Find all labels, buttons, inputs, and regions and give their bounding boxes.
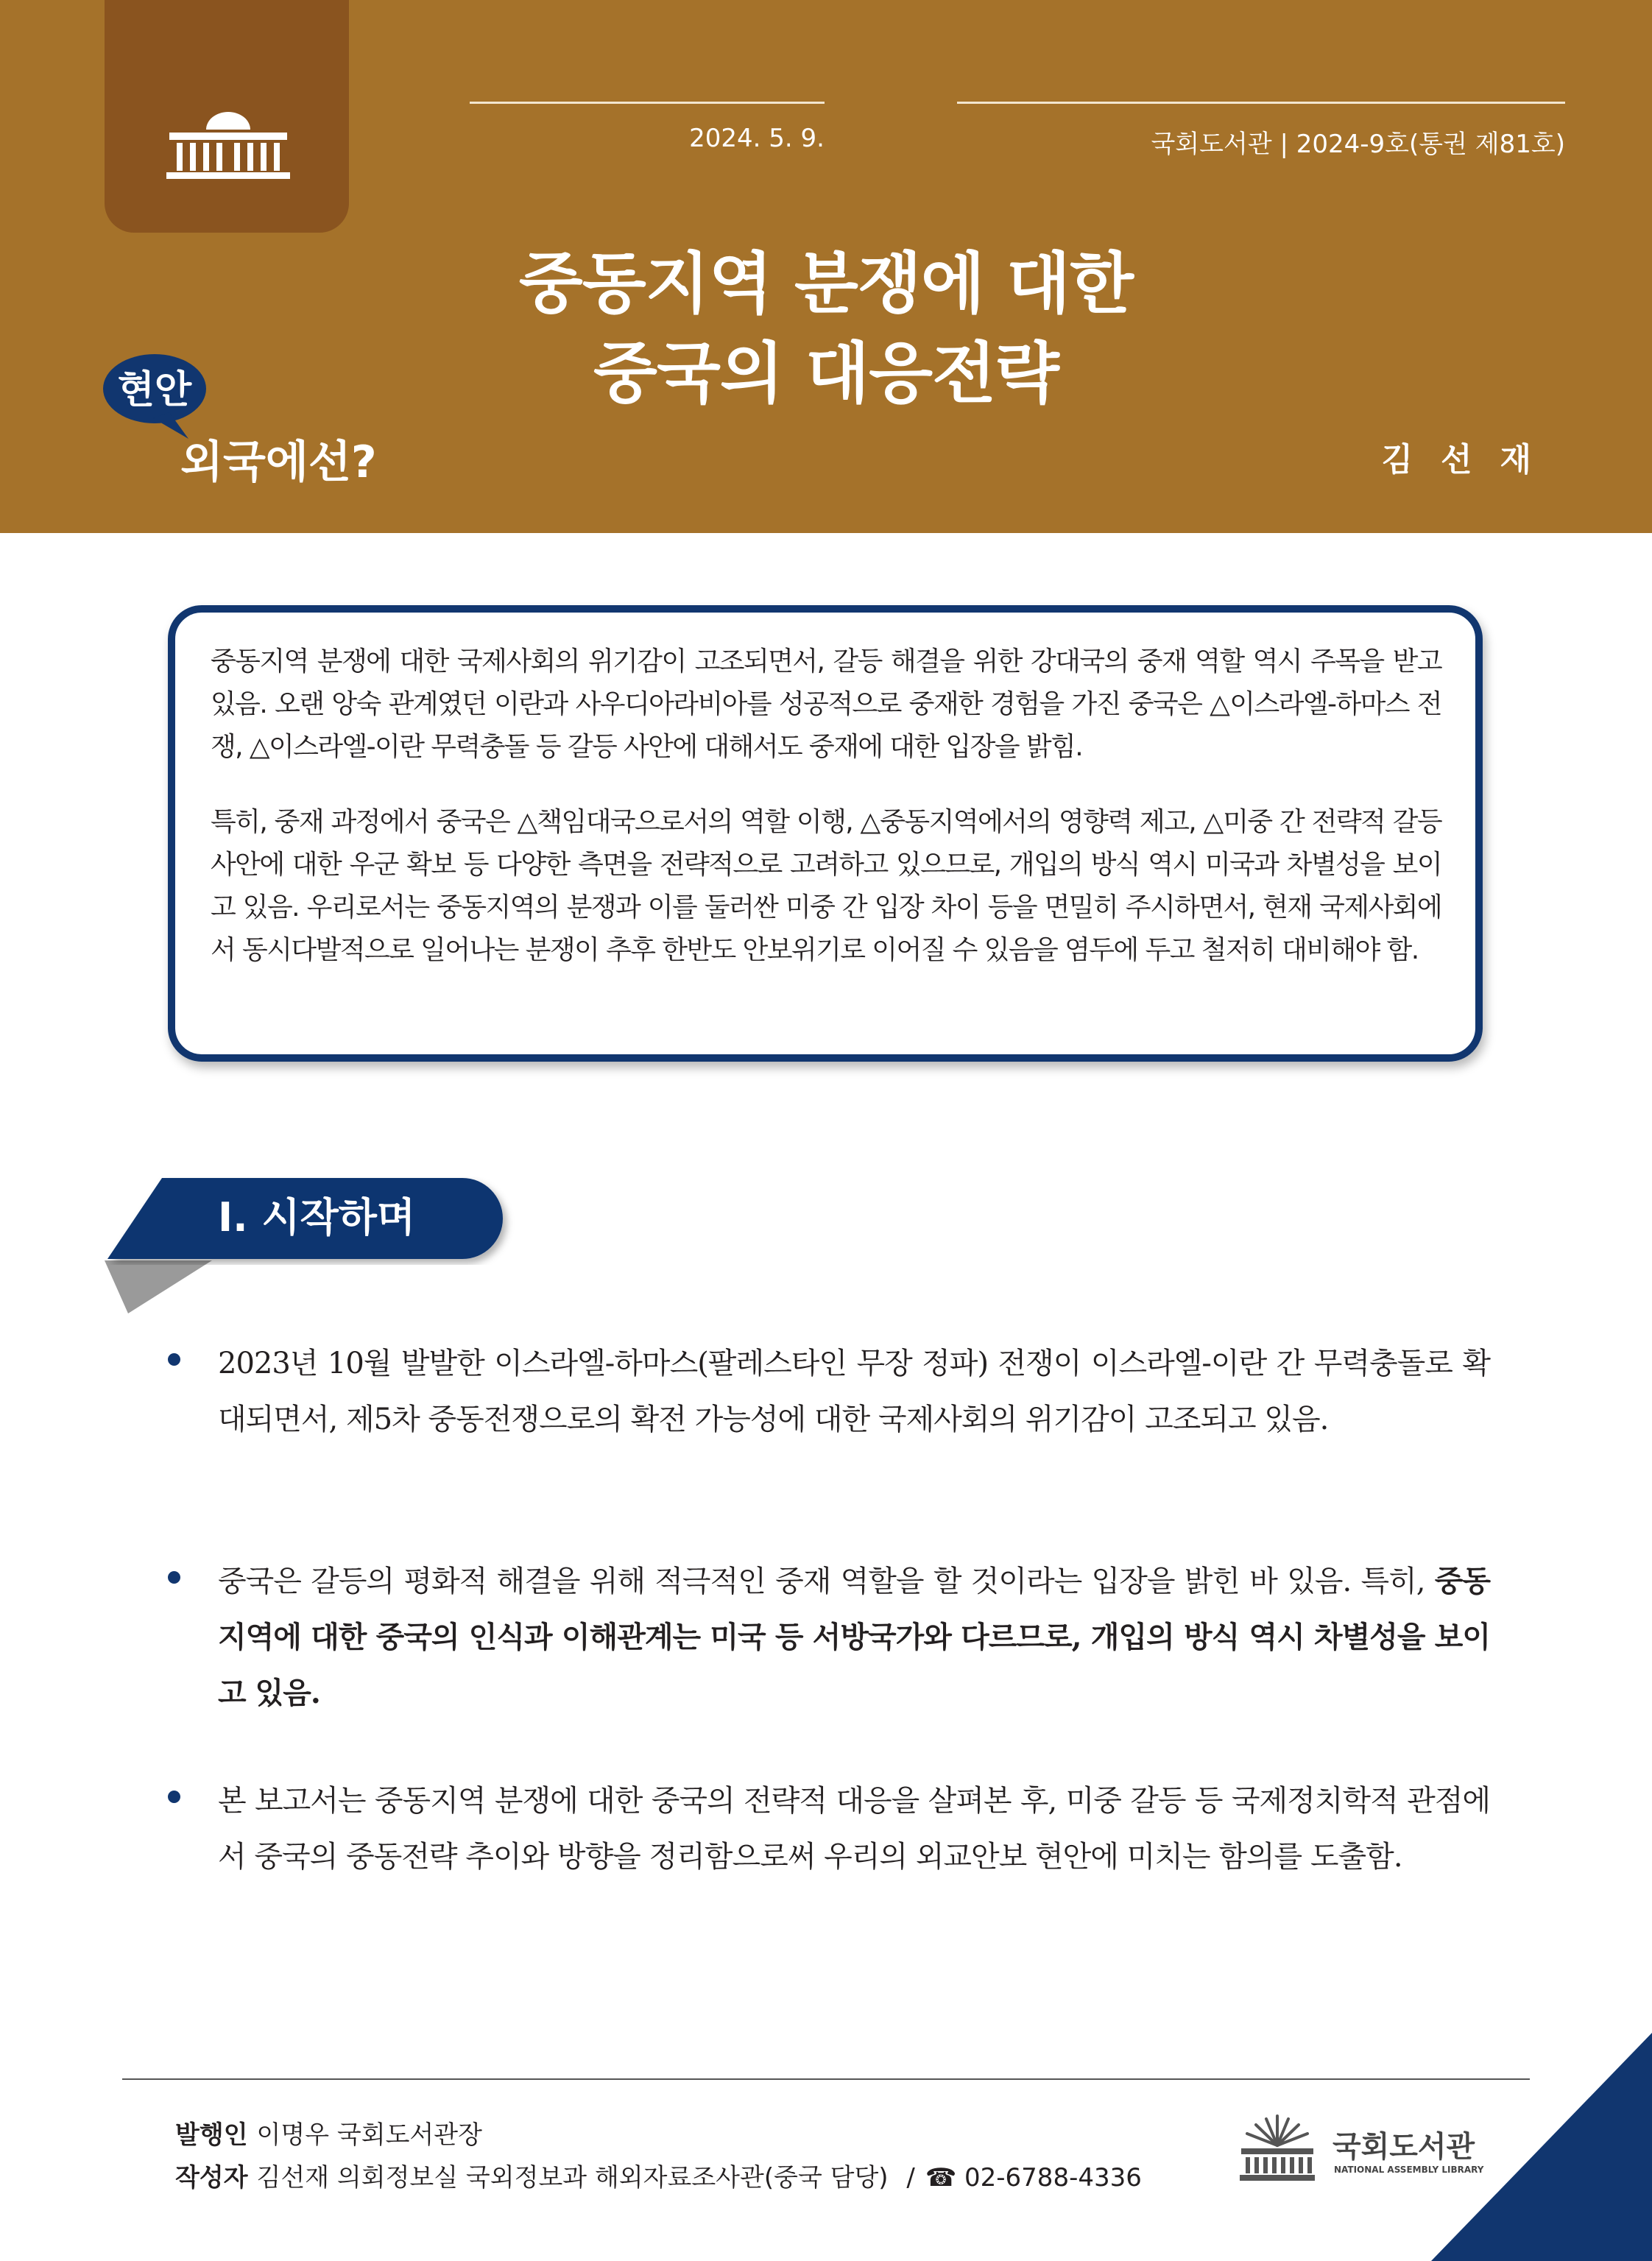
- title-line-2: 중국의 대응전략: [593, 335, 1059, 412]
- separator: /: [906, 2163, 915, 2193]
- bullet-text-3: 본 보고서는 중동지역 분쟁에 대한 중국의 전략적 대응을 살펴본 후, 미중 갈등 등 국제정치학적 관점에서 중국의 중동전략 추이와 방향을 정리함으로써 우리의 외교안보 현안에 미치는 함의를 도출함.: [218, 1784, 1490, 1874]
- library-logo-korean: 국회도서관: [1332, 2130, 1475, 2164]
- list-item: [168, 1773, 1490, 1885]
- issue-number: 국회도서관 | 2024-9호(통권 제81호): [1151, 130, 1565, 159]
- publication-date: 2024. 5. 9.: [689, 124, 825, 153]
- writer-line: [175, 2157, 1142, 2193]
- writer-label: 작성자: [175, 2163, 248, 2193]
- summary-paragraph-2: 특히, 중재 과정에서 중국은 △책임대국으로서의 역할 이행, △중동지역에서의 영향력 제고, △미중 간 전략적 갈등 사안에 대한 우군 확보 등 다양한 측면을 전략적으로 고려하고 있으므로, 개입의 방식 역시 미국과 차별성을 보이고 있음. 우리로서는 중동지역의 분쟁과 이를 둘러싼 미중 간 입장 차이 등을 면밀히 주시하면서, 현재 국제사회에서 동시다발적으로 일어나는 분쟁이 추후 한반도 안보위기로 이어질 수 있음을 염두에 두고 철저히 대비해야 함.: [211, 807, 1441, 965]
- section-title: Ⅰ. 시작하며: [218, 1194, 416, 1241]
- bullet-text-1: 2023년 10월 발발한 이스라엘-하마스(팔레스타인 무장 정파) 전쟁이 이스라엘-이란 간 무력충돌로 확대되면서, 제5차 중동전쟁으로의 확전 가능성에 대한 국제사회의 위기감이 고조되고 있음.: [218, 1347, 1490, 1436]
- list-item: [168, 1336, 1490, 1447]
- summary-box: [168, 605, 1483, 1062]
- phone-icon: ☎: [925, 2163, 957, 2193]
- bullet-text-2-plain: 중국은 갈등의 평화적 해결을 위해 적극적인 중재 역할을 할 것이라는 입장을 밝힌 바 있음. 특히,: [218, 1565, 1435, 1598]
- header-rule-left: [470, 102, 825, 104]
- title-line-1: 중동지역 분쟁에 대한: [518, 245, 1134, 322]
- bullet-dot-icon: [168, 1571, 180, 1584]
- footer-divider: [122, 2078, 1530, 2080]
- writer-name: 김선재 의회정보실 국외정보과 해외자료조사관(중국 담당): [256, 2163, 889, 2193]
- series-name: 외국에선?: [180, 437, 377, 488]
- report-title: [0, 239, 1652, 419]
- library-logo-english: NATIONAL ASSEMBLY LIBRARY: [1334, 2165, 1484, 2175]
- report-header: [0, 0, 1652, 533]
- publisher-name: 이명우 국회도서관장: [256, 2120, 482, 2150]
- logo-tab: [105, 0, 349, 233]
- publisher-line: [175, 2114, 482, 2151]
- library-logo-icon: [1237, 2112, 1318, 2185]
- publisher-label: 발행인: [175, 2120, 248, 2150]
- author-name: 김선재: [1381, 441, 1559, 479]
- bullet-dot-icon: [168, 1353, 180, 1366]
- phone-number: 02-6788-4336: [964, 2163, 1142, 2193]
- summary-paragraph-1: 중동지역 분쟁에 대한 국제사회의 위기감이 고조되면서, 갈등 해결을 위한 강대국의 중재 역할 역시 주목을 받고 있음. 오랜 앙숙 관계였던 이란과 사우디아라비아를 성공적으로 중재한 경험을 가진 중국은 △이스라엘-하마스 전쟁, △이스라엘-이란 무력충돌 등 갈등 사안에 대해서도 중재에 대한 입장을 밝힘.: [211, 646, 1441, 762]
- corner-triangle-decoration: [1431, 2033, 1652, 2261]
- assembly-building-icon: [163, 103, 293, 184]
- section-ribbon-fold-icon: [105, 1258, 212, 1313]
- header-rule-right: [957, 102, 1565, 104]
- list-item: [168, 1553, 1490, 1721]
- bullet-dot-icon: [168, 1791, 180, 1803]
- bullet-text-2-emphasis: 중동지역에 대한 중국의 인식과 이해관계는 미국 등 서방국가와 다르므로, 개입의 방식 역시 차별성을 보이고 있음.: [218, 1564, 1490, 1710]
- bullet-text-2: [218, 1553, 1490, 1721]
- series-badge: 현안: [117, 368, 192, 412]
